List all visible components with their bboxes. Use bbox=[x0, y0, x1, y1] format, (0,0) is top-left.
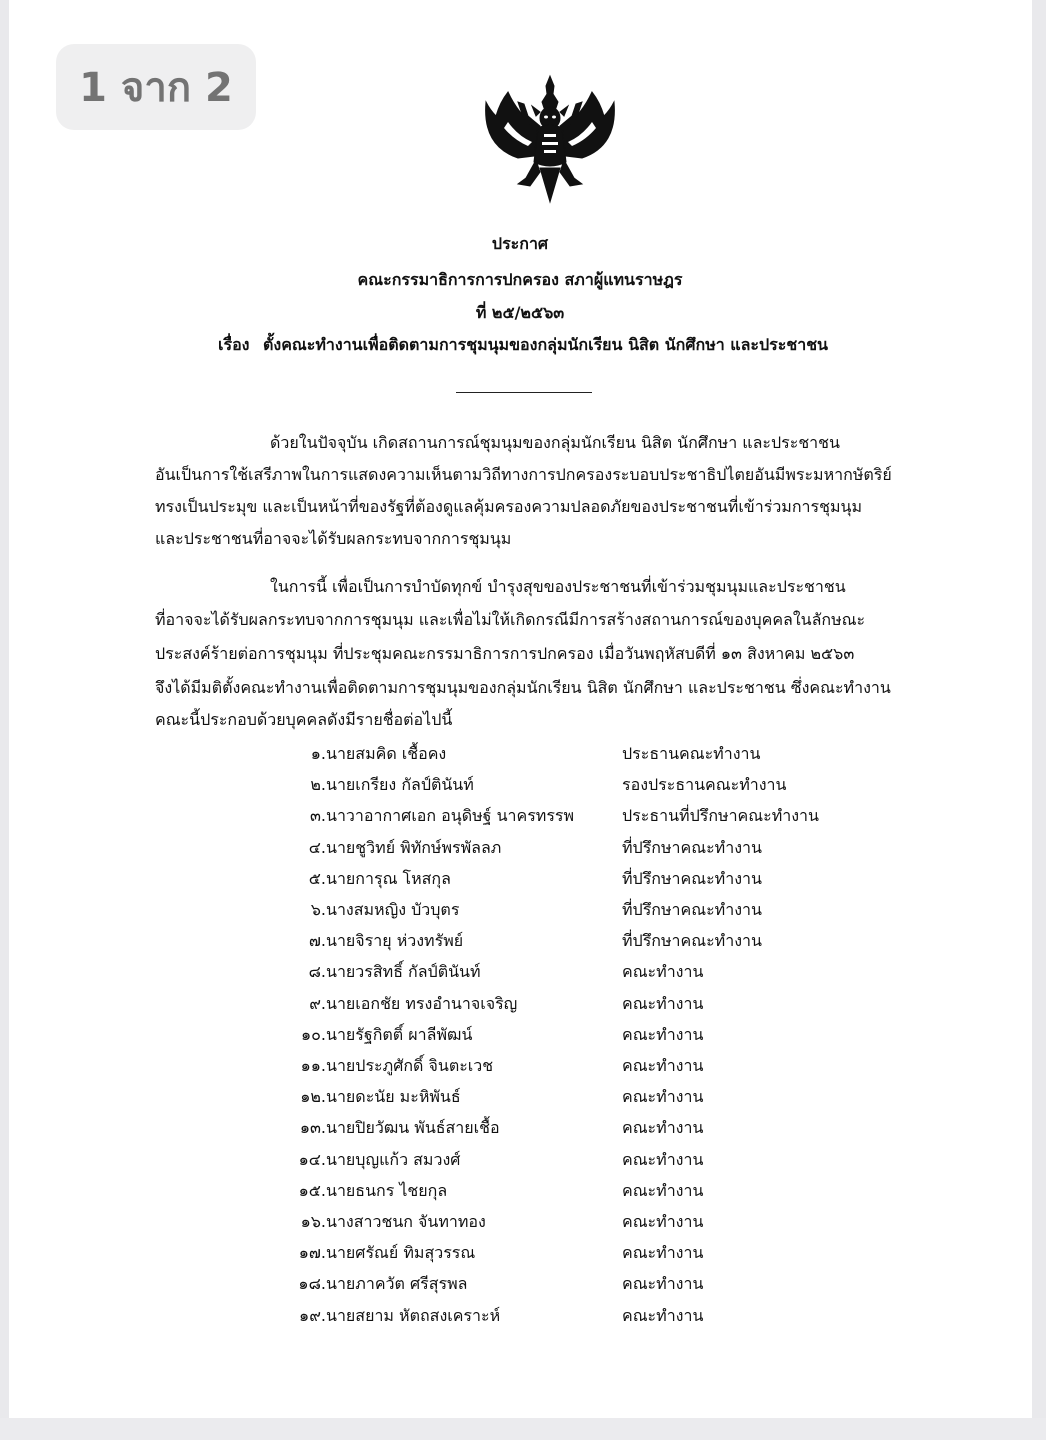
member-name: นายเกรียง กัลป์ตินันท์ bbox=[326, 775, 474, 795]
member-number: ๗. bbox=[308, 931, 326, 951]
member-role: ประธานที่ปรึกษาคณะทำงาน bbox=[622, 806, 819, 826]
member-role: คณะทำงาน bbox=[622, 1024, 704, 1044]
member-number: ๑๑. bbox=[300, 1056, 326, 1075]
member-row bbox=[272, 1116, 892, 1140]
garuda-emblem-icon bbox=[478, 72, 622, 208]
paragraph1-line: และประชาชนที่อาจจะได้รับผลกระทบจากการชุมนุม bbox=[155, 529, 512, 548]
member-role: คณะทำงาน bbox=[622, 1212, 704, 1231]
member-role: ที่ปรึกษาคณะทำงาน bbox=[622, 837, 762, 857]
member-number: ๖. bbox=[310, 900, 326, 919]
member-name: นายศรัณย์ ทิมสุวรรณ bbox=[326, 1243, 476, 1263]
member-role: รองประธานคณะทำงาน bbox=[622, 775, 787, 795]
member-role: คณะทำงาน bbox=[622, 962, 704, 982]
member-row bbox=[272, 1304, 892, 1328]
member-row bbox=[272, 1023, 892, 1047]
member-row bbox=[272, 992, 892, 1016]
member-role: คณะทำงาน bbox=[622, 1056, 704, 1075]
member-name: นายปิยวัฒน พันธ์สายเชื้อ bbox=[326, 1118, 500, 1138]
subject-label: เรื่อง bbox=[218, 335, 250, 354]
heading-divider bbox=[456, 392, 592, 393]
member-number: ๑๓. bbox=[299, 1118, 326, 1138]
member-role: ที่ปรึกษาคณะทำงาน bbox=[622, 931, 762, 951]
member-name: นายรัฐกิตติ์ ผาลีพัฒน์ bbox=[326, 1024, 473, 1044]
member-row bbox=[272, 836, 892, 860]
member-number: ๑๔. bbox=[298, 1149, 326, 1169]
member-role: คณะทำงาน bbox=[622, 993, 704, 1013]
paragraph2-line: ที่อาจจะได้รับผลกระทบจากการชุมนุม และเพื่อไม่ให้เกิดกรณีมีการสร้างสถานการณ์ของบุคคลในลักษณะ bbox=[155, 610, 866, 629]
viewer-frame-left bbox=[0, 0, 9, 1440]
member-role: คณะทำงาน bbox=[622, 1149, 704, 1169]
member-name: นางสาวชนก จันทาทอง bbox=[326, 1212, 486, 1231]
member-number: ๑๖. bbox=[300, 1212, 326, 1231]
member-name: นายภาควัต ศรีสุรพล bbox=[326, 1274, 468, 1294]
member-number: ๔. bbox=[308, 837, 326, 857]
member-role: ประธานคณะทำงาน bbox=[622, 744, 761, 763]
member-row bbox=[272, 960, 892, 984]
member-row bbox=[272, 929, 892, 953]
member-row bbox=[272, 1241, 892, 1265]
member-name: นายสยาม หัตถสงเคราะห์ bbox=[326, 1305, 501, 1325]
paragraph2-line: คณะนี้ประกอบด้วยบุคคลดังมีรายชื่อต่อไปนี้ bbox=[155, 710, 453, 729]
member-row bbox=[272, 898, 892, 922]
member-name: นางสมหญิง บัวบุตร bbox=[326, 900, 460, 919]
member-role: คณะทำงาน bbox=[622, 1305, 704, 1325]
member-number: ๓. bbox=[309, 806, 326, 826]
member-number: ๘. bbox=[308, 962, 326, 982]
member-number: ๑๗. bbox=[298, 1243, 326, 1263]
viewer-frame-bottom bbox=[0, 1418, 1046, 1440]
member-number: ๑๒. bbox=[300, 1087, 326, 1107]
page-indicator: 1 จาก 2 bbox=[56, 44, 256, 130]
member-number: ๑๙. bbox=[299, 1305, 326, 1325]
member-name: นายวรสิทธิ์ กัลป์ตินันท์ bbox=[326, 962, 481, 982]
member-number: ๑๐. bbox=[300, 1024, 326, 1044]
member-number: ๒. bbox=[310, 775, 326, 795]
member-number: ๑๕. bbox=[298, 1180, 326, 1200]
member-role: คณะทำงาน bbox=[622, 1243, 704, 1263]
member-name: นายเอกชัย ทรงอำนาจเจริญ bbox=[326, 993, 518, 1013]
paragraph1-line: ทรงเป็นประมุข และเป็นหน้าที่ของรัฐที่ต้องดูแลคุ้มครองความปลอดภัยของประชาชนที่เข้าร่วมการชุมนุม bbox=[155, 497, 862, 516]
member-role: คณะทำงาน bbox=[622, 1180, 704, 1200]
member-role: คณะทำงาน bbox=[622, 1087, 704, 1107]
member-number: ๑. bbox=[310, 744, 326, 763]
doc-number: ที่ ๒๕/๒๕๖๓ bbox=[475, 303, 565, 322]
paragraph2-line: ประสงค์ร้ายต่อการชุมนุม ที่ประชุมคณะกรรมาธิการการปกครอง เมื่อวันพฤหัสบดีที่ ๑๓ สิงหาคม ๒๕๖๓ bbox=[155, 644, 855, 663]
member-name: นายดะนัย มะหิพันธ์ bbox=[326, 1087, 461, 1107]
member-role: คณะทำงาน bbox=[622, 1274, 704, 1294]
member-row bbox=[272, 1148, 892, 1172]
member-name: นาวาอากาศเอก อนุดิษฐ์ นาครทรรพ bbox=[326, 806, 575, 826]
paragraph2-line: จึงได้มีมติตั้งคณะทำงานเพื่อติดตามการชุมนุมของกลุ่มนักเรียน นิสิต นักศึกษา และประชาชน ซึ่งคณะทำงาน bbox=[155, 678, 891, 697]
member-row bbox=[272, 1179, 892, 1203]
member-name: นายสมคิด เชื้อคง bbox=[326, 744, 447, 763]
member-role: ที่ปรึกษาคณะทำงาน bbox=[622, 868, 762, 888]
subject-text: ตั้งคณะทำงานเพื่อติดตามการชุมนุมของกลุ่มนักเรียน นิสิต นักศึกษา และประชาชน bbox=[263, 335, 828, 354]
member-row bbox=[272, 1054, 892, 1078]
member-role: คณะทำงาน bbox=[622, 1118, 704, 1138]
viewer-scrollbar-track[interactable] bbox=[1032, 0, 1046, 1440]
member-row bbox=[272, 1210, 892, 1234]
member-row bbox=[272, 867, 892, 891]
paragraph1-line: ด้วยในปัจจุบัน เกิดสถานการณ์ชุมนุมของกลุ่มนักเรียน นิสิต นักศึกษา และประชาชน bbox=[270, 433, 840, 452]
member-number: ๙. bbox=[309, 993, 326, 1013]
issuer-heading: คณะกรรมาธิการการปกครอง สภาผู้แทนราษฎร bbox=[357, 270, 683, 289]
member-row bbox=[272, 1085, 892, 1109]
member-row bbox=[272, 804, 892, 828]
member-row bbox=[272, 1272, 892, 1296]
member-name: นายการุณ โหสกุล bbox=[326, 868, 451, 888]
member-name: นายบุญแก้ว สมวงศ์ bbox=[326, 1149, 461, 1169]
member-number: ๕. bbox=[308, 868, 326, 888]
doc-type-heading: ประกาศ bbox=[491, 234, 549, 253]
member-role: ที่ปรึกษาคณะทำงาน bbox=[622, 900, 762, 919]
member-row bbox=[272, 773, 892, 797]
member-name: นายธนกร ไชยกุล bbox=[326, 1180, 448, 1200]
member-name: นายจิรายุ ห่วงทรัพย์ bbox=[326, 931, 464, 951]
member-row bbox=[272, 742, 892, 766]
member-number: ๑๘. bbox=[298, 1274, 326, 1294]
paragraph2-line: ในการนี้ เพื่อเป็นการบำบัดทุกข์ บำรุงสุขของประชาชนที่เข้าร่วมชุมนุมและประชาชน bbox=[270, 577, 846, 596]
member-name: นายชูวิทย์ พิทักษ์พรพัลลภ bbox=[326, 837, 502, 857]
member-name: นายประภูศักดิ์ จินตะเวช bbox=[326, 1056, 494, 1075]
paragraph1-line: อันเป็นการใช้เสรีภาพในการแสดงความเห็นตามวิถีทางการปกครองระบอบประชาธิปไตยอันมีพระมหากษัตริย์ bbox=[155, 465, 892, 484]
